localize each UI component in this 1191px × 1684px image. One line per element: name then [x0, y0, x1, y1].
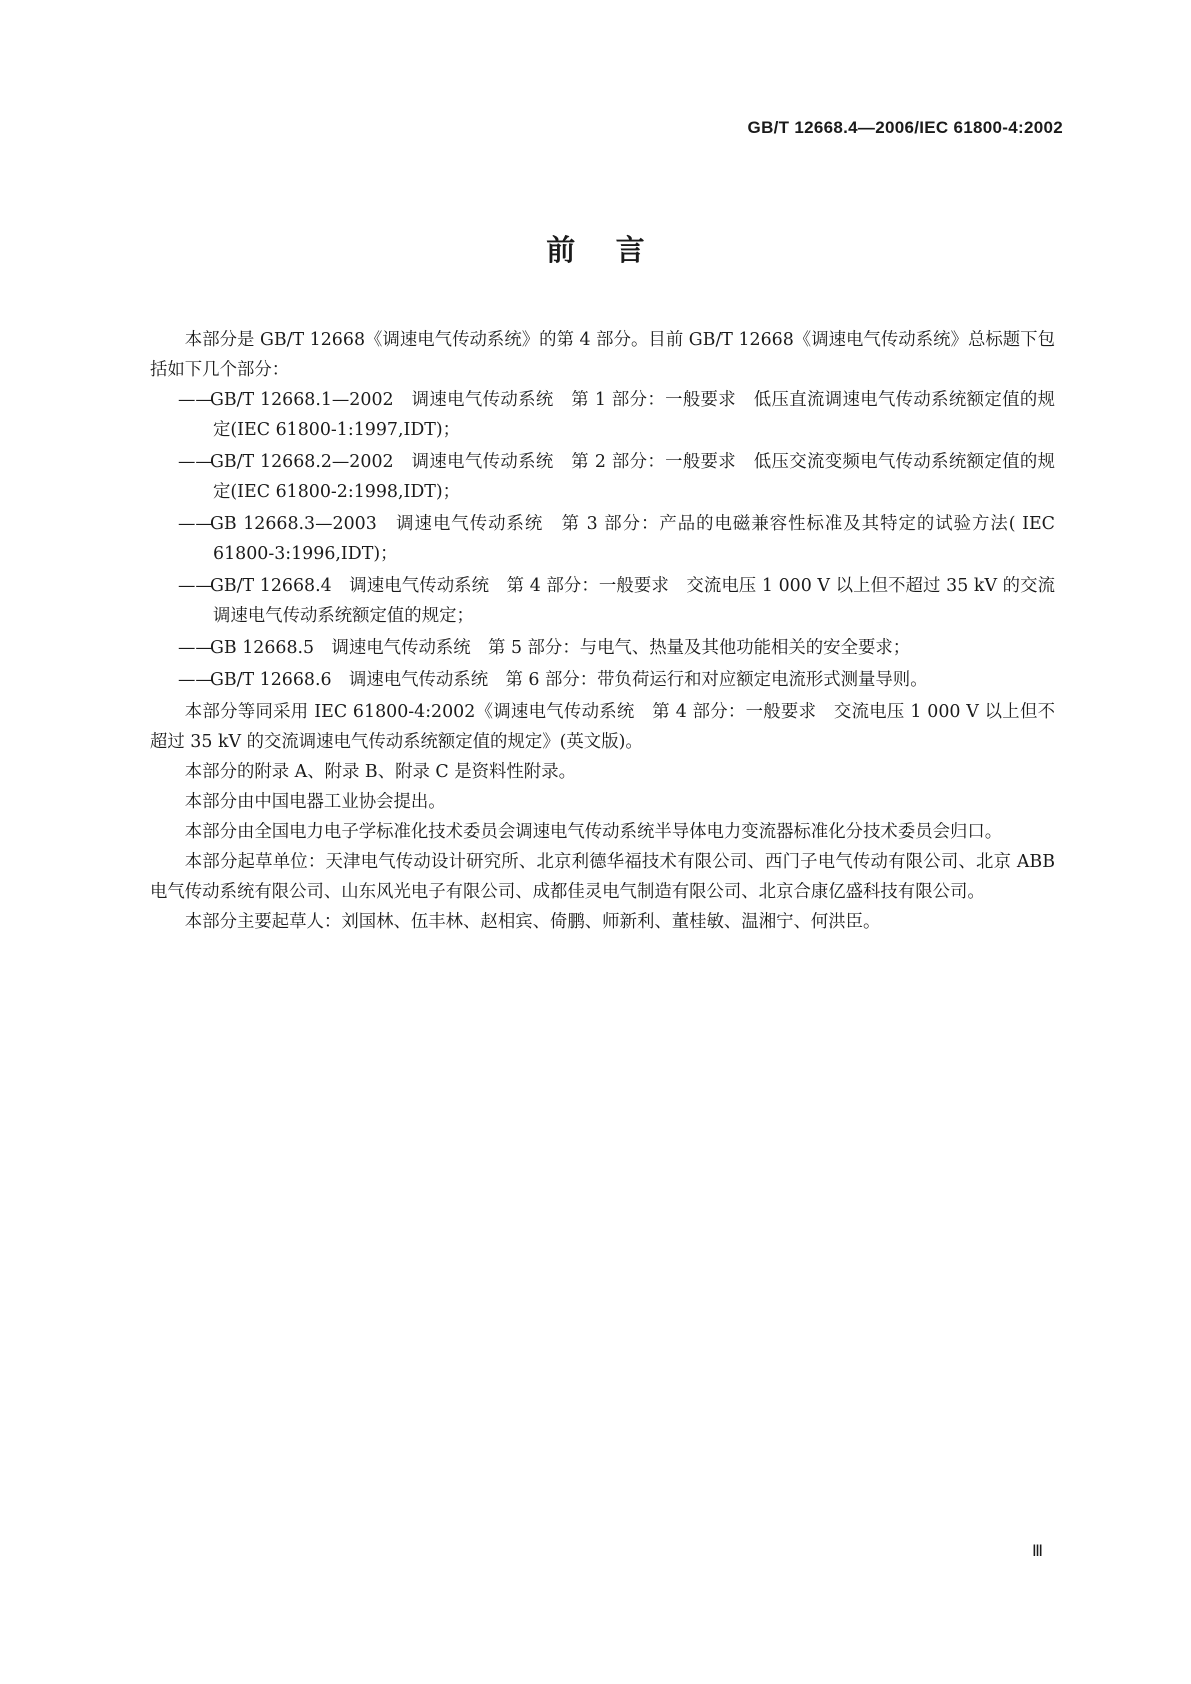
list-item	[150, 665, 1055, 695]
drafting-units-paragraph: 本部分起草单位：天津电气传动设计研究所、北京利德华福技术有限公司、西门子电气传动有限公司、北京 ABB 电气传动系统有限公司、山东风光电子有限公司、成都佳灵电气制造有限公司、北京合康亿盛科技有限公司。	[150, 852, 1055, 902]
list-item-text: GB/T 12668.2—2002 调速电气传动系统 第 2 部分：一般要求 低压交流变频电气传动系统额定值的规定(IEC 61800-2:1998,IDT)；	[210, 452, 1055, 502]
intro-paragraph: 本部分是 GB/T 12668《调速电气传动系统》的第 4 部分。目前 GB/T 12668《调速电气传动系统》总标题下包括如下几个部分：	[150, 330, 1055, 380]
annex-paragraph: 本部分的附录 A、附录 B、附录 C 是资料性附录。	[184, 762, 576, 782]
page-title: 前 言	[546, 233, 645, 267]
list-item	[150, 447, 1055, 507]
page-number: Ⅲ	[1032, 1543, 1043, 1560]
list-item	[150, 385, 1055, 445]
list-item	[150, 509, 1055, 569]
list-item-text: GB 12668.3—2003 调速电气传动系统 第 3 部分：产品的电磁兼容性标准及其特定的试验方法( IEC 61800-3:1996,IDT)；	[210, 514, 1055, 564]
list-item-text: GB 12668.5 调速电气传动系统 第 5 部分：与电气、热量及其他功能相关的安全要求；	[210, 638, 911, 658]
list-dash: ——	[178, 576, 213, 596]
list-item-text: GB/T 12668.1—2002 调速电气传动系统 第 1 部分：一般要求 低压直流调速电气传动系统额定值的规定(IEC 61800-1:1997,IDT)；	[210, 390, 1055, 440]
list-item	[150, 633, 1055, 663]
list-dash: ——	[178, 452, 213, 472]
proposer-paragraph: 本部分由中国电器工业协会提出。	[184, 792, 446, 812]
document-body	[150, 325, 1055, 937]
adoption-paragraph: 本部分等同采用 IEC 61800-4:2002《调速电气传动系统 第 4 部分：一般要求 交流电压 1 000 V 以上但不超过 35 kV 的交流调速电气传动系统额定值的规定》(英文版)。	[150, 702, 1055, 752]
list-dash: ——	[178, 670, 213, 690]
drafters-paragraph: 本部分主要起草人：刘国林、伍丰林、赵相宾、倚鹏、师新利、董桂敏、温湘宁、何洪臣。	[184, 912, 881, 932]
parts-list	[150, 385, 1055, 695]
list-item-text: GB/T 12668.4 调速电气传动系统 第 4 部分：一般要求 交流电压 1 000 V 以上但不超过 35 kV 的交流调速电气传动系统额定值的规定；	[210, 576, 1055, 626]
list-dash: ——	[178, 638, 213, 658]
list-item-text: GB/T 12668.6 调速电气传动系统 第 6 部分：带负荷运行和对应额定电流形式测量导则。	[210, 670, 928, 690]
list-dash: ——	[178, 514, 213, 534]
committee-paragraph: 本部分由全国电力电子学标准化技术委员会调速电气传动系统半导体电力变流器标准化分技术委员会归口。	[184, 822, 1003, 842]
standard-number-header: GB/T 12668.4—2006/IEC 61800-4:2002	[747, 118, 1063, 137]
list-dash: ——	[178, 390, 213, 410]
list-item	[150, 571, 1055, 631]
